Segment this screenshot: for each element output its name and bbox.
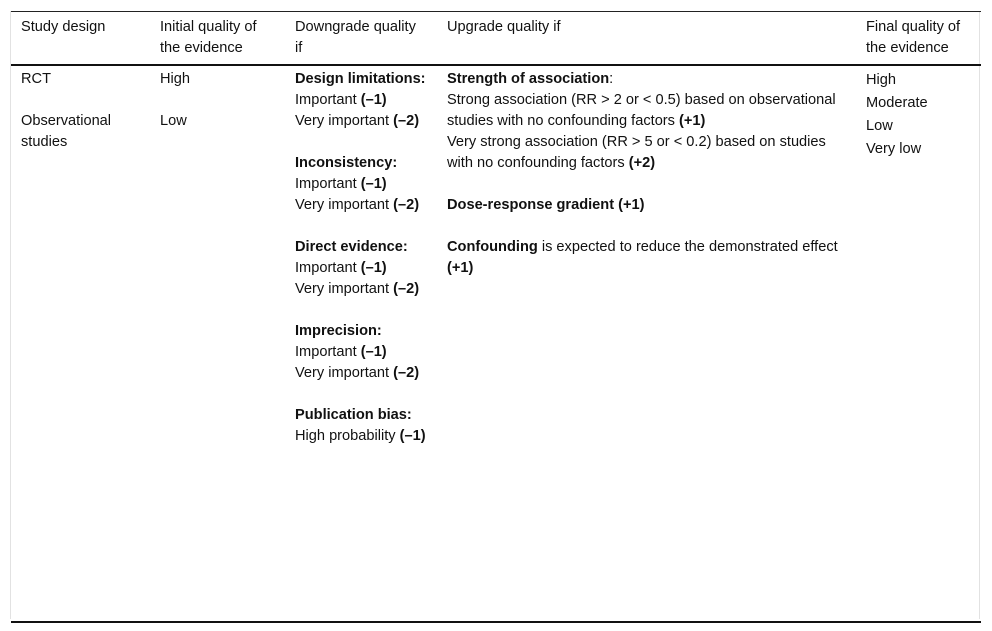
inconsistency-important: Important (–1): [295, 176, 387, 192]
direct-important: Important (–1): [295, 260, 387, 276]
publication-bias-title: Publication bias:: [295, 407, 412, 423]
imprecision-very-important: Very important (–2): [295, 365, 420, 381]
evidence-quality-table-frame: [10, 11, 980, 619]
header-final-quality: Final quality of the evidence: [856, 12, 981, 66]
inconsistency-title: Inconsistency:: [295, 155, 398, 171]
design-important: Important (–1): [295, 92, 387, 108]
direct-evidence-title: Direct evidence:: [295, 239, 408, 255]
final-quality-moderate: Moderate: [866, 95, 928, 111]
header-upgrade: Upgrade quality if: [437, 12, 856, 66]
publication-high-probability: High probability (–1): [295, 428, 426, 444]
initial-quality-cell: [150, 65, 285, 622]
table-row: [11, 65, 981, 622]
confounding: Confounding is expected to reduce the demonstrated effect (+1): [447, 239, 838, 276]
study-design-observational: Observational studies: [21, 113, 112, 150]
header-initial-quality: Initial quality of the evidence: [150, 12, 285, 66]
initial-quality-rct: High: [160, 71, 191, 87]
dose-response-gradient: Dose-response gradient (+1): [447, 197, 645, 213]
final-quality-very-low: Very low: [866, 141, 922, 157]
downgrade-cell: [285, 65, 437, 622]
header-study-design: Study design: [11, 12, 150, 66]
inconsistency-very-important: Very important (–2): [295, 197, 420, 213]
header-downgrade: Downgrade quality if: [285, 12, 437, 66]
final-quality-cell: [856, 65, 981, 622]
initial-quality-observational: Low: [160, 113, 187, 129]
evidence-quality-table: [11, 11, 981, 623]
direct-very-important: Very important (–2): [295, 281, 420, 297]
design-limitations-title: Design limitations:: [295, 71, 426, 87]
study-design-rct: RCT: [21, 71, 51, 87]
strong-association: Strong association (RR > 2 or < 0.5) based on observational studies with no confounding factors (+1): [447, 92, 836, 129]
upgrade-cell: [437, 65, 856, 622]
imprecision-important: Important (–1): [295, 344, 387, 360]
study-design-cell: [11, 65, 150, 622]
design-very-important: Very important (–2): [295, 113, 420, 129]
strength-of-association: Strength of association:: [447, 71, 614, 87]
imprecision-title: Imprecision:: [295, 323, 382, 339]
header-row: [11, 12, 981, 66]
final-quality-high: High: [866, 72, 897, 88]
very-strong-association: Very strong association (RR > 5 or < 0.2) based on studies with no confounding factors (+2): [447, 134, 826, 171]
final-quality-low: Low: [866, 118, 893, 134]
